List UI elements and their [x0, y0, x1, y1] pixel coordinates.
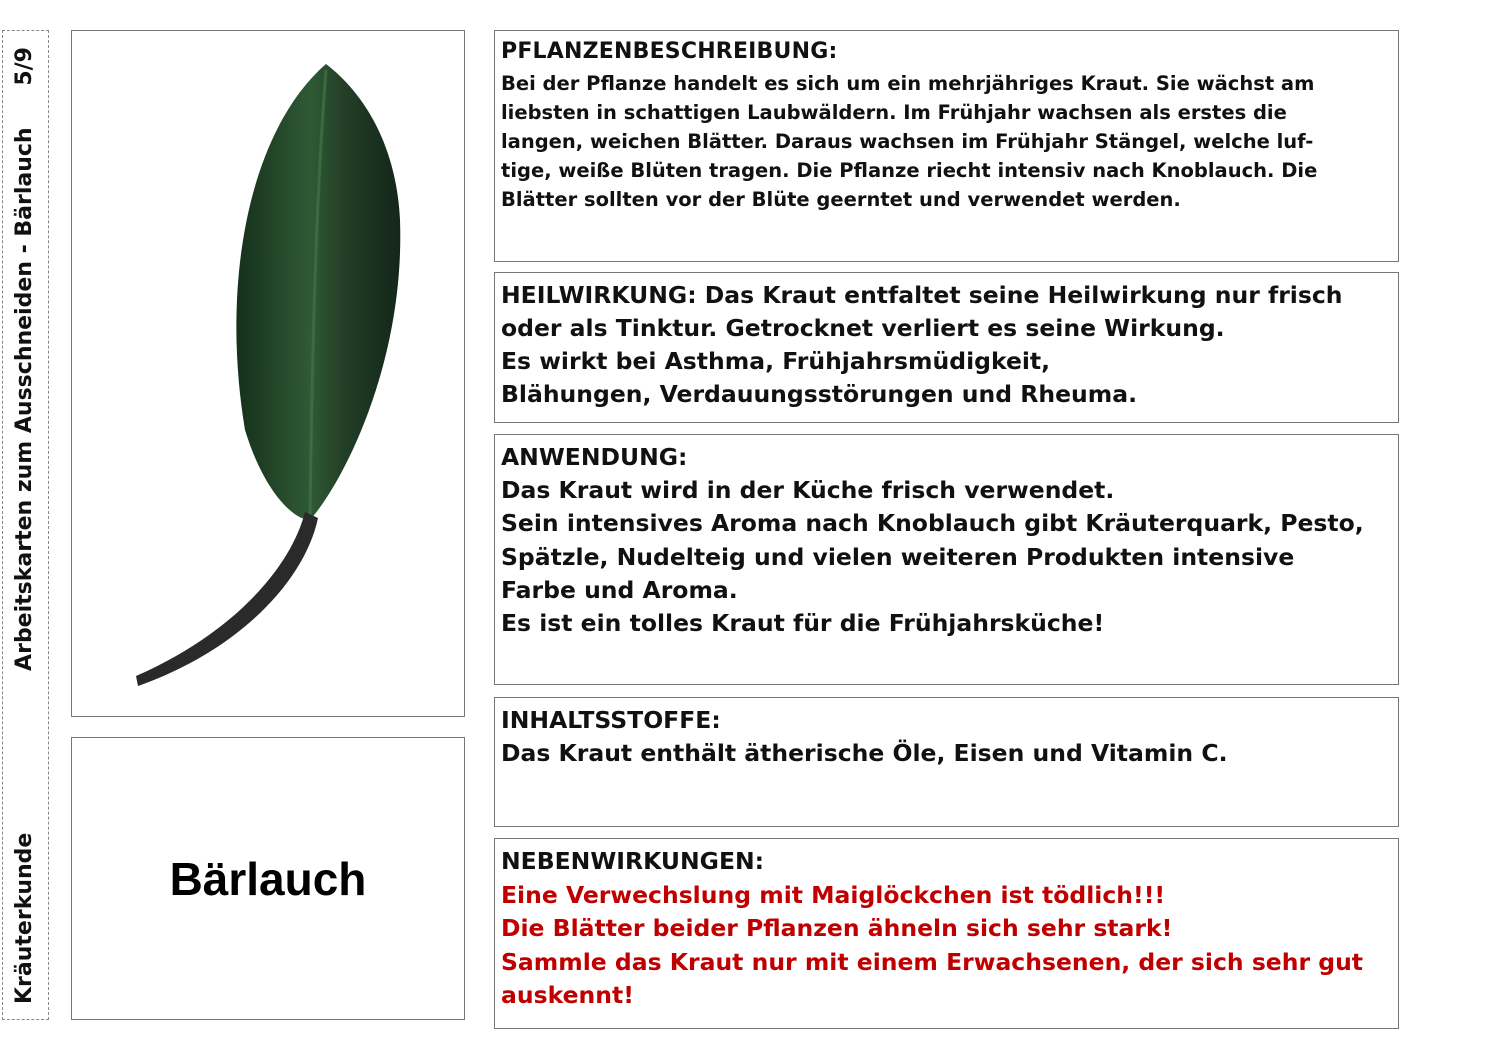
- healing-line: oder als Tinktur. Getrocknet verliert es seine Wirkung.: [501, 314, 1225, 342]
- description-box: [494, 30, 1399, 262]
- page-number: 5/9: [11, 47, 37, 86]
- ingredients-line: INHALTSSTOFFE:: [501, 706, 721, 734]
- leaf-stem: [136, 512, 318, 686]
- side-label: [3, 33, 45, 1018]
- plant-name: Bärlauch: [169, 852, 367, 905]
- description-line: Bei der Pflanze handelt es sich um ein mehrjähriges Kraut. Sie wächst am: [501, 72, 1315, 95]
- description-heading: PFLANZENBESCHREIBUNG:: [501, 39, 838, 64]
- warning-line: auskennt!: [501, 981, 634, 1009]
- usage-line: Farbe und Aroma.: [501, 575, 738, 604]
- description-line: langen, weichen Blätter. Daraus wachsen im Frühjahr Stängel, welche luf-: [501, 130, 1314, 153]
- description-line: tige, weiße Blüten tragen. Die Pflanze riecht intensiv nach Knoblauch. Die: [501, 159, 1318, 182]
- usage-line: Sein intensives Aroma nach Knoblauch gibt Kräuterquark, Pesto,: [501, 509, 1364, 538]
- side-effects-heading: NEBENWIRKUNGEN:: [501, 847, 765, 875]
- description-line: liebsten in schattigen Laubwäldern. Im Frühjahr wachsen als erstes die: [501, 101, 1287, 124]
- usage-line: Das Kraut wird in der Küche frisch verwendet.: [501, 476, 1115, 505]
- warning-line: Eine Verwechslung mit Maiglöckchen ist tödlich!!!: [501, 880, 1166, 909]
- healing-line: Es wirkt bei Asthma, Frühjahrsmüdigkeit,: [501, 347, 1051, 375]
- healing-line: HEILWIRKUNG: Das Kraut entfaltet seine Heilwirkung nur frisch: [501, 281, 1343, 309]
- leaf-blade: [236, 64, 400, 520]
- subject-label: Kräuterkunde: [11, 832, 37, 1004]
- plant-name-card: [71, 737, 465, 1020]
- description-line: Blätter sollten vor der Blüte geerntet und verwendet werden.: [501, 188, 1181, 211]
- healing-line: Blähungen, Verdauungsstörungen und Rheuma.: [501, 380, 1138, 408]
- usage-box: [494, 434, 1399, 685]
- warning-line: Sammle das Kraut nur mit einem Erwachsenen, der sich sehr gut: [501, 947, 1364, 976]
- usage-line: Es ist ein tolles Kraut für die Frühjahrsküche!: [501, 609, 1105, 638]
- usage-line: ANWENDUNG:: [501, 443, 688, 471]
- ingredients-box: [494, 697, 1399, 827]
- usage-line: Spätzle, Nudelteig und vielen weiteren Produkten intensive: [501, 542, 1295, 571]
- side-effects-box: [494, 838, 1399, 1029]
- ingredients-line: Das Kraut enthält ätherische Öle, Eisen und Vitamin C.: [501, 739, 1228, 767]
- worksheet-title: Arbeitskarten zum Ausschneiden - Bärlauch: [11, 127, 37, 671]
- warning-line: Die Blätter beider Pflanzen ähneln sich sehr stark!: [501, 914, 1173, 942]
- healing-box: [494, 272, 1399, 423]
- leaf-illustration: [100, 50, 440, 700]
